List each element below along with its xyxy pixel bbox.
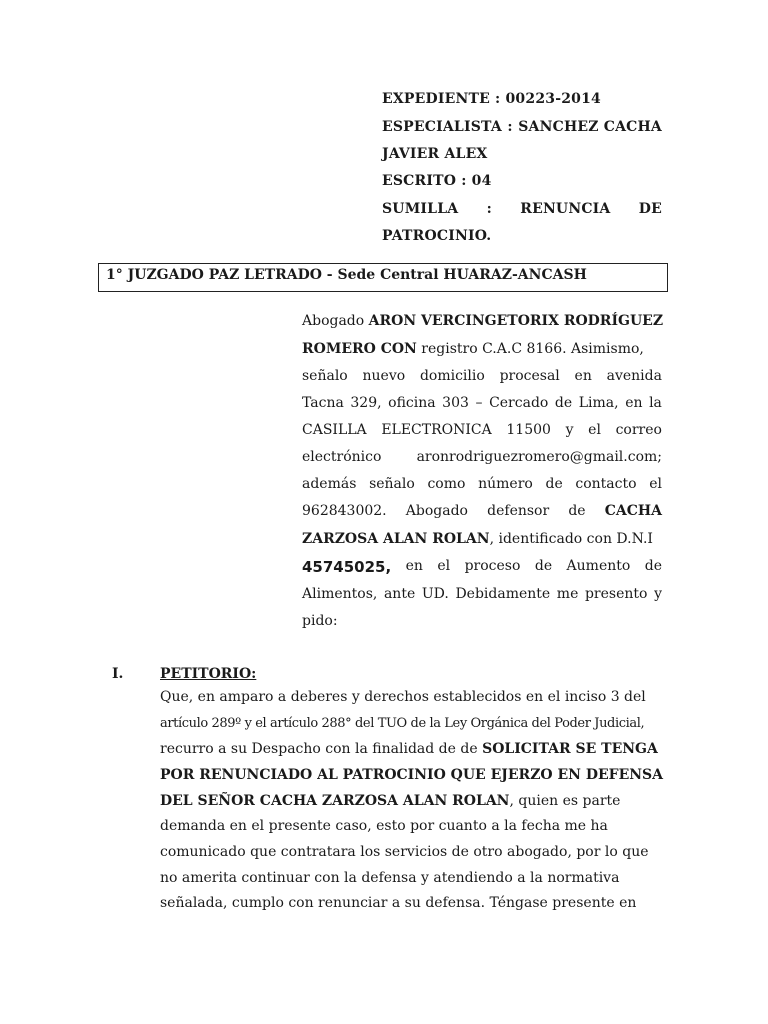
word: señalo bbox=[302, 368, 348, 384]
intro-line bbox=[302, 531, 662, 547]
word: procesal bbox=[499, 368, 560, 384]
word: el bbox=[437, 558, 451, 574]
section-title: PETITORIO: bbox=[160, 666, 257, 682]
intro-text: Abogado bbox=[302, 313, 365, 329]
lawyer-name-cont: ROMERO CON bbox=[302, 341, 417, 357]
body-text: , quien es parte bbox=[509, 793, 621, 809]
word: el bbox=[588, 422, 601, 438]
body-line: señalada, cumplo con renunciar a su defensa. Téngase presente en bbox=[160, 895, 637, 911]
intro-text: , identificado con D.N.I bbox=[489, 531, 653, 547]
expediente-line: EXPEDIENTE : 00223-2014 bbox=[382, 91, 601, 107]
word: 329, bbox=[350, 395, 382, 411]
word: Alimentos, bbox=[302, 586, 378, 602]
word: electrónico bbox=[302, 449, 382, 465]
word: como bbox=[427, 476, 466, 492]
word: oficina bbox=[388, 395, 436, 411]
word: 303 bbox=[442, 395, 469, 411]
sumilla-sep: : bbox=[486, 201, 492, 217]
body-line: demanda en el presente caso, esto por cuanto a la fecha me ha bbox=[160, 818, 608, 834]
intro-line bbox=[302, 558, 662, 576]
request-line: POR RENUNCIADO AL PATROCINIO QUE EJERZO EN DEFENSA bbox=[160, 767, 664, 783]
word: contacto bbox=[575, 476, 637, 492]
word: Cercado bbox=[489, 395, 549, 411]
intro-line bbox=[302, 395, 662, 411]
body-line: Que, en amparo a deberes y derechos establecidos en el inciso 3 del bbox=[160, 689, 646, 705]
word: UD. bbox=[421, 586, 449, 602]
especialista-name-cont: JAVIER ALEX bbox=[382, 146, 488, 162]
request-text: DEL SEÑOR CACHA ZARZOSA ALAN ROLAN bbox=[160, 793, 510, 809]
sumilla-line bbox=[382, 201, 662, 217]
sumilla-word: RENUNCIA bbox=[520, 201, 611, 217]
word: Tacna bbox=[302, 395, 344, 411]
word: aronrodriguezromero@gmail.com; bbox=[416, 449, 662, 465]
word: de bbox=[644, 558, 662, 574]
intro-line bbox=[302, 341, 662, 357]
word: Abogado bbox=[405, 503, 468, 519]
body-text: recurro a su Despacho con la finalidad de de bbox=[160, 741, 478, 757]
word: Debidamente bbox=[455, 586, 551, 602]
word: el bbox=[649, 476, 662, 492]
word: – bbox=[475, 395, 483, 411]
client-name: CACHA bbox=[604, 503, 662, 519]
intro-line bbox=[302, 368, 662, 384]
especialista-name: SANCHEZ CACHA bbox=[518, 119, 662, 135]
client-name: ZARZOSA ALAN ROLAN bbox=[302, 531, 490, 547]
word: correo bbox=[615, 422, 662, 438]
word: ante bbox=[383, 586, 416, 602]
word: presento bbox=[584, 586, 648, 602]
sumilla-cont: PATROCINIO. bbox=[382, 228, 492, 244]
body-line: no amerita continuar con la defensa y atendiendo a la normativa bbox=[160, 870, 620, 886]
word: número bbox=[478, 476, 533, 492]
word: de bbox=[568, 503, 586, 519]
word: Aumento bbox=[566, 558, 631, 574]
especialista-line bbox=[382, 119, 662, 135]
word: domicilio bbox=[419, 368, 485, 384]
word: 11500 bbox=[506, 422, 551, 438]
body-line bbox=[160, 793, 656, 809]
escrito-line: ESCRITO : 04 bbox=[382, 173, 492, 189]
intro-text: registro C.A.C 8166. Asimismo, bbox=[421, 341, 644, 357]
word: me bbox=[556, 586, 579, 602]
word: CASILLA bbox=[302, 422, 367, 438]
word: nuevo bbox=[362, 368, 406, 384]
intro-line: pido: bbox=[302, 613, 338, 629]
word: y bbox=[654, 586, 662, 602]
lawyer-name: ARON VERCINGETORIX RODRÍGUEZ bbox=[368, 313, 664, 329]
word: de bbox=[545, 476, 563, 492]
word: defensor bbox=[487, 503, 550, 519]
word: de bbox=[534, 558, 553, 574]
especialista-sep: : bbox=[507, 119, 513, 135]
intro-line bbox=[302, 476, 662, 492]
word: y bbox=[565, 422, 574, 438]
intro-line bbox=[302, 586, 662, 602]
word: señalo bbox=[369, 476, 415, 492]
word: la bbox=[649, 395, 662, 411]
word: en bbox=[574, 368, 592, 384]
intro-line bbox=[302, 313, 662, 329]
word: avenida bbox=[606, 368, 662, 384]
body-line: artículo 289º y el artículo 288° del TUO de la Ley Orgánica del Poder Judicial, bbox=[160, 716, 645, 731]
especialista-label: ESPECIALISTA bbox=[382, 119, 502, 135]
body-line: comunicado que contratara los servicios de otro abogado, por lo que bbox=[160, 844, 649, 860]
word: además bbox=[302, 476, 357, 492]
intro-line bbox=[302, 503, 662, 519]
intro-line bbox=[302, 422, 662, 438]
intro-line bbox=[302, 449, 662, 465]
body-line bbox=[160, 741, 656, 757]
word: en bbox=[625, 395, 643, 411]
word: en bbox=[405, 558, 423, 574]
request-text: SOLICITAR SE TENGA bbox=[482, 741, 658, 757]
word: de bbox=[554, 395, 573, 411]
court-heading: 1° JUZGADO PAZ LETRADO - Sede Central HUARAZ-ANCASH bbox=[98, 263, 668, 292]
word: Lima, bbox=[578, 395, 619, 411]
section-number: I. bbox=[112, 666, 124, 682]
word: ELECTRONICA bbox=[381, 422, 492, 438]
sumilla-word: DE bbox=[638, 201, 662, 217]
word: 962843002. bbox=[302, 503, 387, 519]
sumilla-label: SUMILLA bbox=[382, 201, 459, 217]
dni-number: 45745025, bbox=[302, 558, 392, 576]
word: proceso bbox=[464, 558, 521, 574]
